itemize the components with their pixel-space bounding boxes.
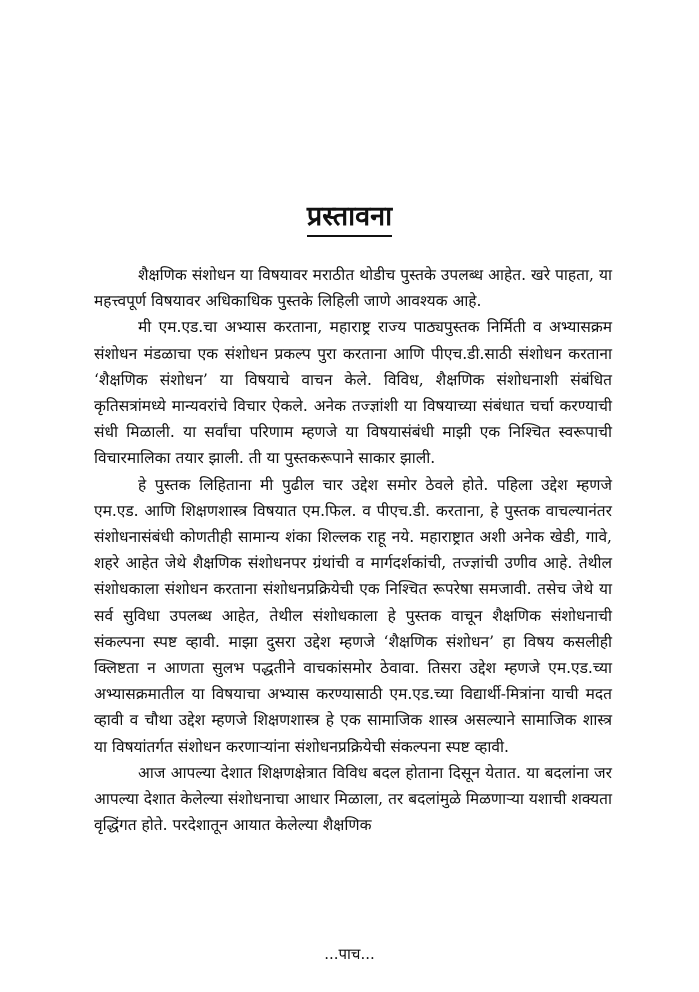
page-number: ...पाच... xyxy=(324,945,375,963)
paragraph-4: आज आपल्या देशात शिक्षणक्षेत्रात विविध बदल होताना दिसून येतात. या बदलांना जर आपल्या देशात केलेल्या संशोधनाचा आधार मिळाला, तर बदलांमुळे मिळणाऱ्या यशाची शक्यता वृद्धिंगत होते. परदेशातून आयात केलेल्या शैक्षणिक xyxy=(94,763,612,835)
preface-body xyxy=(94,262,612,838)
paragraph-2: मी एम.एड.चा अभ्यास करताना, महाराष्ट्र राज्य पाठ्यपुस्तक निर्मिती व अभ्यासक्रम संशोधन मंडळाचा एक संशोधन प्रकल्प पुरा करताना आणि पीएच.डी.साठी संशोधन करताना ‘शैक्षणिक संशोधन’ या विषयाचे वाचन केले. विविध, शैक्षणिक संशोधनाशी संबंधित कृतिसत्रांमध्ये मान्यवरांचे विचार ऐकले. अनेक तज्ज्ञांशी या विषयाच्या संबंधात चर्चा करण्याची संधी मिळाली. या सर्वांचा परिणाम म्हणजे या विषयासंबंधी माझी एक निश्चित स्वरूपाची विचारमालिका तयार झाली. ती या पुस्तकरूपाने साकार झाली. xyxy=(94,318,612,468)
page-title xyxy=(0,200,699,237)
paragraph-1: शैक्षणिक संशोधन या विषयावर मराठीत थोडीच पुस्तके उपलब्ध आहेत. खरे पाहता, या महत्त्वपूर्ण विषयावर अधिकाधिक पुस्तके लिहिली जाणे आवश्यक आहे. xyxy=(94,266,612,311)
paragraph-3: हे पुस्तक लिहिताना मी पुढील चार उद्देश समोर ठेवले होते. पहिला उद्देश म्हणजे एम.एड. आणि शिक्षणशास्त्र विषयात एम.फिल. व पीएच.डी. करताना, हे पुस्तक वाचल्यानंतर संशोधनासंबंधी कोणतीही सामान्य शंका शिल्लक राहू नये. महाराष्ट्रात अशी अनेक खेडी, गावे, शहरे आहेत जेथे शैक्षणिक संशोधनपर ग्रंथांची व मार्गदर्शकांची, तज्ज्ञांची उणीव आहे. तेथील संशोधकाला संशोधन करताना संशोधनप्रक्रियेची एक निश्चित रूपरेषा समजावी. तसेच जेथे या सर्व सुविधा उपलब्ध आहेत, तेथील संशोधकाला हे पुस्तक वाचून शैक्षणिक संशोधनाची संकल्पना स्पष्ट व्हावी. माझा दुसरा उद्देश म्हणजे ‘शैक्षणिक संशोधन’ हा विषय कसलीही क्लिष्टता न आणता सुलभ पद्धतीने वाचकांसमोर ठेवावा. तिसरा उद्देश म्हणजे एम.एड.च्या अभ्यासक्रमातील या विषयाचा अभ्यास करण्यासाठी एम.एड.च्या विद्यार्थी-मित्रांना याची मदत व्हावी व चौथा उद्देश म्हणजे शिक्षणशास्त्र हे एक सामाजिक शास्त्र असल्याने सामाजिक शास्त्र या विषयांतर्गत संशोधन करणाऱ्यांना संशोधनप्रक्रियेची संकल्पना स्पष्ट व्हावी. xyxy=(94,475,612,756)
page-title-text: प्रस्तावना xyxy=(307,200,392,237)
